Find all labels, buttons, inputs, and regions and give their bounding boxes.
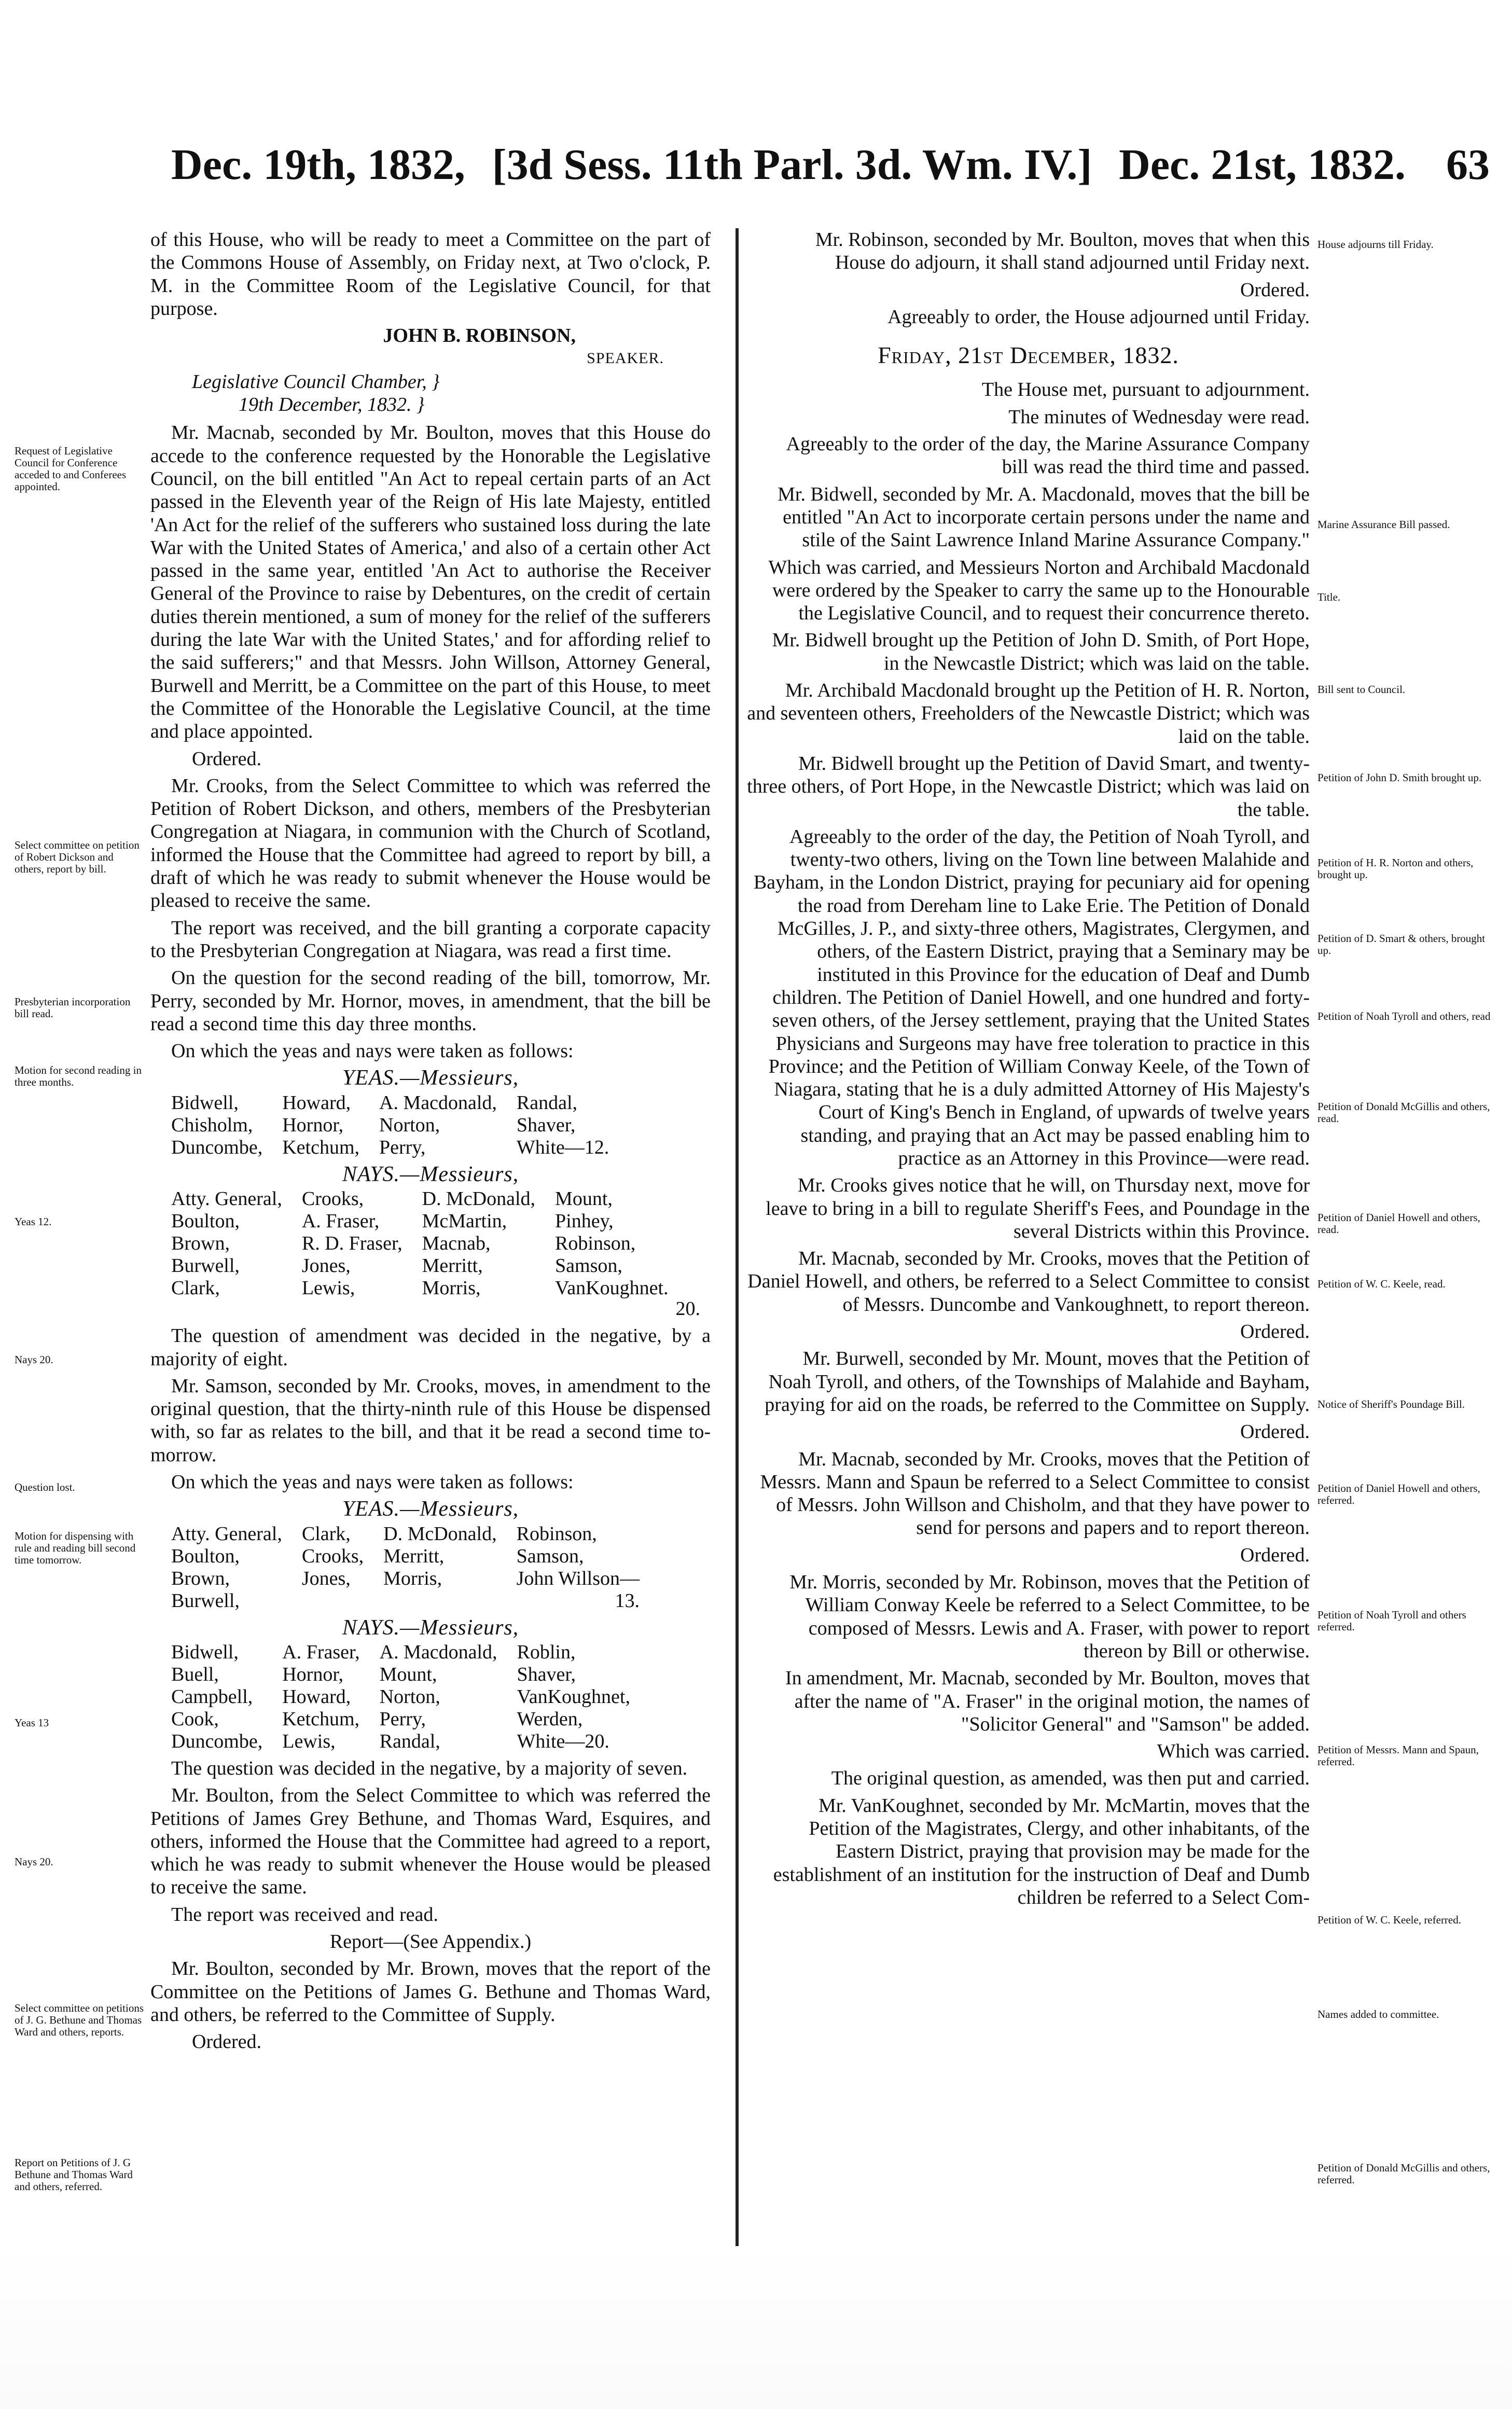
table-row xyxy=(171,1277,688,1299)
paragraph: Mr. Morris, seconded by Mr. Robinson, moves that the Petition of William Conway Keele be referred to a Select Committee, to be composed of Messrs. Lewis and A. Fraser, with power to report thereon by Bill or otherwise. xyxy=(789,1571,1310,1662)
vote-name: Clark, xyxy=(301,1522,351,1545)
vote-name: White—12. xyxy=(516,1136,609,1158)
vote-name: Jones, xyxy=(301,1254,351,1277)
vote-name: Boulton, xyxy=(171,1210,240,1232)
yeas-title: YEAS.—Messieurs, xyxy=(342,1497,519,1521)
vote-name: Crooks, xyxy=(301,1187,364,1210)
vote-name: Samson, xyxy=(516,1545,584,1567)
margin-note: Bill sent to Council. xyxy=(1317,683,1406,696)
day-heading: Friday, 21st December, 1832. xyxy=(878,342,1179,369)
table-row xyxy=(171,1092,629,1114)
paragraph: Mr. Macnab, seconded by Mr. Crooks, moves that the Petition of Messrs. Mann and Spaun be referred to a Select Committee to consist of Messrs. John Willson and Chisholm, and that they have power to send for persons and papers and to report thereon. xyxy=(760,1448,1310,1539)
paragraph: The House met, pursuant to adjournment. xyxy=(981,379,1310,401)
table-row xyxy=(171,1523,659,1545)
paragraph: Mr. Crooks, from the Select Committee to which was referred the Petition of Robert Dickson, and others, members of the Presbyterian Congregation at Niagara, in communion with the Church of Scotland, informed the House that the Committee had agreed to report by bill, a draft of which he was ready to submit whenever the House would be pleased to receive the same. xyxy=(150,774,711,912)
margin-note: Request of Legislative Council for Conference acceded to and Conferees appointed. xyxy=(15,445,127,493)
ordered: Ordered. xyxy=(1240,1544,1310,1566)
report-appendix: Report—(See Appendix.) xyxy=(329,1931,532,1953)
column-divider xyxy=(736,228,739,2251)
ordered: Ordered. xyxy=(1240,279,1310,301)
vote-name: Bidwell, xyxy=(171,1091,239,1114)
paragraph: On the question for the second reading of the bill, tomorrow, Mr. Perry, seconded by Mr. Hornor, moves, in amendment, that the bill be read a second time this day three months. xyxy=(150,967,711,1035)
vote-name: Perry, xyxy=(379,1136,426,1158)
vote-name xyxy=(302,1590,383,1612)
margin-note: Petition of D. Smart & others, brought up. xyxy=(1317,932,1486,957)
margin-note: Title. xyxy=(1317,591,1341,603)
paragraph: Agreeably to the order of the day, the Petition of Noah Tyroll, and twenty-two others, living on the Town line between Malahide and Bayham, in the London District, praying for pecuniary aid for opening the road from Dereham line to Lake Erie. The Petition of Donald McGilles, J. P., and sixty-three others, Magistrates, Clergymen, and others, of the Eastern District, praying that a Seminary may be instituted in this Province for the education of Deaf and Dumb children. The Petition of Daniel Howell, and one hundred and forty-seven others, of the Jersey settlement, praying that the United States Physicians and Surgeons may have free toleration to practice in this Province; and the Petition of William Conway Keele, of the Town of Niagara, stating that he is a duly admitted Attorney of His Majesty's Court of King's Bench in England, of upwards of twelve years standing, and praying that an Act may be passed enabling him to practice as an Attorney in this Province—were read. xyxy=(753,825,1310,1169)
paragraph: Mr. Boulton, seconded by Mr. Brown, moves that the report of the Committee on the Petitions of James G. Bethune and Thomas Ward, and others, be referred to the Committee of Supply. xyxy=(150,1958,711,2026)
paragraph: Mr. Bidwell brought up the Petition of David Smart, and twenty-three others, of Port Hope, in the Newcastle District; which was laid on the table. xyxy=(747,752,1310,821)
yeas-table xyxy=(171,1092,629,1159)
paragraph: Mr. VanKoughnet, seconded by Mr. McMartin, moves that the Petition of the Magistrates, Clergy, and other inhabitants, of the Eastern District, praying that provision may be made for the establishment of an institution for the instruction of Deaf and Dumb children be referred to a Select Com- xyxy=(773,1794,1310,1908)
paragraph: Agreeably to the order of the day, the Marine Assurance Company bill was read the third time and passed. xyxy=(786,433,1310,478)
vote-name: Atty. General, xyxy=(171,1522,282,1545)
vote-name: Robinson, xyxy=(555,1232,636,1254)
vote-name: Samson, xyxy=(555,1254,622,1277)
vote-name: VanKoughnet, xyxy=(517,1685,630,1708)
margin-note: Names added to committee. xyxy=(1317,2008,1439,2020)
vote-name: Hornor, xyxy=(282,1114,343,1136)
margin-note: Petition of Donald McGillis and others, read. xyxy=(1317,1100,1490,1125)
vote-name: McMartin, xyxy=(422,1210,507,1232)
vote-name: R. D. Fraser, xyxy=(301,1232,403,1254)
chamber-line: 19th December, 1832. } xyxy=(239,394,425,416)
vote-name: Brown, xyxy=(171,1567,230,1589)
vote-name: Crooks, xyxy=(301,1545,364,1567)
header-session: [3d Sess. 11th Parl. 3d. Wm. IV.] xyxy=(492,140,1092,189)
paragraph: The question was decided in the negative, by a majority of seven. xyxy=(171,1757,688,1779)
ordered: Ordered. xyxy=(1240,1321,1310,1343)
margin-note: Petition of Noah Tyroll and others referred. xyxy=(1317,1609,1466,1633)
vote-name: White—20. xyxy=(517,1730,609,1752)
vote-name: Merritt, xyxy=(422,1254,483,1277)
vote-name: Werden, xyxy=(517,1708,583,1730)
table-row xyxy=(171,1545,659,1568)
margin-note: Question lost. xyxy=(15,1481,75,1493)
paragraph: Mr. Macnab, seconded by Mr. Crooks, moves that the Petition of Daniel Howell, and others, be referred to a Select Committee to consist of Messrs. Duncombe and Vankoughnett, to report thereon. xyxy=(747,1248,1310,1316)
vote-name: Shaver, xyxy=(517,1663,576,1685)
table-row xyxy=(171,1664,650,1686)
vote-total: 20. xyxy=(675,1297,700,1320)
margin-note: Yeas 12. xyxy=(15,1215,52,1228)
vote-name: Macnab, xyxy=(422,1232,491,1254)
margin-note: Petition of Donald McGillis and others, referred. xyxy=(1317,2162,1490,2186)
paragraph: Mr. Boulton, from the Select Committee to which was referred the Petitions of James Grey Bethune, and Thomas Ward, Esquires, and others, informed the House that the Committee had agreed to a report, which he was ready to submit whenever the House would be pleased to receive the same. xyxy=(150,1784,711,1899)
vote-name: D. McDonald, xyxy=(383,1522,497,1545)
vote-name: Cook, xyxy=(171,1708,219,1730)
table-row xyxy=(171,1255,688,1277)
vote-name: Lewis, xyxy=(282,1730,336,1752)
vote-name: A. Fraser, xyxy=(301,1210,380,1232)
vote-name: Brown, xyxy=(171,1232,230,1254)
table-row xyxy=(171,1590,659,1612)
vote-name: Buell, xyxy=(171,1663,219,1685)
vote-name: A. Fraser, xyxy=(282,1641,360,1663)
vote-name: Mount, xyxy=(555,1187,613,1210)
vote-name: Jones, xyxy=(301,1567,351,1589)
vote-name: Lewis, xyxy=(301,1277,355,1299)
margin-note: Nays 20. xyxy=(15,1353,53,1366)
vote-name: Randal, xyxy=(516,1091,578,1114)
margin-note: Petition of John D. Smith brought up. xyxy=(1317,771,1482,784)
table-row xyxy=(171,1188,688,1210)
vote-name: Pinhey, xyxy=(555,1210,614,1232)
vote-name: Burwell, xyxy=(171,1589,240,1612)
vote-name: Hornor, xyxy=(282,1663,343,1685)
table-row xyxy=(171,1137,629,1159)
vote-name: Burwell, xyxy=(171,1254,240,1277)
margin-note: House adjourns till Friday. xyxy=(1317,238,1434,251)
margin-note: Select committee on petition of Robert Dickson and others, report by bill. xyxy=(15,839,140,875)
margin-note: Petition of Noah Tyroll and others, read xyxy=(1317,1010,1491,1022)
vote-name: Perry, xyxy=(379,1708,426,1730)
vote-name: Robinson, xyxy=(516,1522,597,1545)
paragraph: On which the yeas and nays were taken as follows: xyxy=(171,1471,574,1493)
page-bottom-margin xyxy=(0,2246,1512,2409)
vote-name: Randal, xyxy=(379,1730,440,1752)
nays-table xyxy=(171,1188,688,1299)
paragraph: of this House, who will be ready to meet a Committee on the part of the Commons House of Assembly, on Friday next, at Two o'clock, P. M. in the Committee Room of the Legislative Council, for that purpose. xyxy=(150,229,711,320)
vote-name: John Willson— xyxy=(516,1567,640,1589)
table-row xyxy=(171,1114,629,1137)
vote-name: Boulton, xyxy=(171,1545,240,1567)
header-right-date: Dec. 21st, 1832. xyxy=(1119,140,1406,189)
yeas-table xyxy=(171,1523,659,1612)
vote-name: Atty. General, xyxy=(171,1187,282,1210)
paragraph: The question of amendment was decided in the negative, by a majority of eight. xyxy=(150,1325,711,1370)
paragraph: Agreeably to order, the House adjourned until Friday. xyxy=(887,306,1310,328)
vote-name: A. Macdonald, xyxy=(379,1091,497,1114)
paragraph: Which was carried. xyxy=(1157,1740,1310,1763)
vote-name: Norton, xyxy=(379,1114,440,1136)
table-row xyxy=(171,1708,650,1730)
page-header xyxy=(171,136,1489,193)
vote-name: Clark, xyxy=(171,1277,220,1299)
paragraph: The original question, as amended, was then put and carried. xyxy=(831,1767,1310,1790)
paragraph: Mr. Crooks gives notice that he will, on Thursday next, move for leave to bring in a bill to regulate Sheriff's Fees, and Poundage in the several Districts within this Province. xyxy=(766,1174,1310,1242)
paragraph: On which the yeas and nays were taken as follows: xyxy=(171,1040,574,1062)
vote-name: Shaver, xyxy=(516,1114,576,1136)
margin-note: Select committee on petitions of J. G. Bethune and Thomas Ward and others, reports. xyxy=(15,2002,144,2038)
table-row xyxy=(171,1210,688,1233)
vote-name: Mount, xyxy=(379,1663,437,1685)
vote-name: Roblin, xyxy=(517,1641,576,1663)
vote-name: Duncombe, xyxy=(171,1136,263,1158)
ordered: Ordered. xyxy=(1240,1421,1310,1443)
right-column xyxy=(747,228,1310,1913)
table-row xyxy=(171,1686,650,1708)
ordered: Ordered. xyxy=(192,747,261,770)
margin-note: Petition of Messrs. Mann and Spaun, referred. xyxy=(1317,1743,1479,1768)
paragraph: Mr. Robinson, seconded by Mr. Boulton, moves that when this House do adjourn, it shall stand adjourned until Friday next. xyxy=(815,229,1310,274)
vote-name: Norton, xyxy=(379,1685,440,1708)
left-column xyxy=(150,228,711,2058)
chamber-line: Legislative Council Chamber, } xyxy=(192,370,440,393)
header-left-date: Dec. 19th, 1832, xyxy=(171,140,465,189)
margin-note: Presbyterian incorporation bill read. xyxy=(15,995,131,1020)
vote-name: 13. xyxy=(615,1589,640,1612)
table-row xyxy=(171,1730,650,1753)
vote-name: Merritt, xyxy=(383,1545,445,1567)
paragraph: Mr. Macnab, seconded by Mr. Boulton, moves that this House do accede to the conference requested by the Honorable the Legislative Council, on the bill entitled "An Act to repeal certain parts of an Act passed in the Eleventh year of the Reign of His late Majesty, entitled 'An Act for the relief of the sufferers who sustained loss during the late War with the United States of America,' and also of a certain other Act passed in the same year, entitled 'An Act to authorise the Receiver General of the Province to raise by Debentures, on the credit of certain duties therein mentioned, a sum of money for the relief of the sufferers during the late War with the United States,' and for affording relief to the said sufferers;" and that Messrs. John Willson, Attorney General, Burwell and Merritt, be a Committee on the part of this House, to meet the Committee of the Honorable the Legislative Council, at the time and place appointed. xyxy=(150,422,711,743)
margin-note: Petition of W. C. Keele, read. xyxy=(1317,1278,1446,1290)
margin-note: Motion for dispensing with rule and reading bill second time tomorrow. xyxy=(15,1530,136,1566)
paragraph: Which was carried, and Messieurs Norton and Archibald Macdonald were ordered by the Speaker to carry the same up to the Honourable the Legislative Council, and to request their concurrence thereto. xyxy=(768,556,1310,625)
vote-name: Ketchum, xyxy=(282,1136,360,1158)
page-number: 63 xyxy=(1446,140,1490,189)
margin-note: Motion for second reading in three months. xyxy=(15,1064,142,1088)
vote-name: Ketchum, xyxy=(282,1708,360,1730)
vote-name: Chisholm, xyxy=(171,1114,253,1136)
ordered: Ordered. xyxy=(192,2031,261,2053)
paragraph: Mr. Burwell, seconded by Mr. Mount, moves that the Petition of Noah Tyroll, and others, of the Townships of Malahide and Bayham, praying for aid on the roads, be referred to the Committee on Supply. xyxy=(765,1348,1310,1416)
vote-name: Duncombe, xyxy=(171,1730,263,1752)
paragraph: Mr. Archibald Macdonald brought up the Petition of H. R. Norton, and seventeen others, Freeholders of the Newcastle District; which was laid on the table. xyxy=(747,680,1310,747)
vote-name: Bidwell, xyxy=(171,1641,239,1663)
margin-note: Petition of Daniel Howell and others, read. xyxy=(1317,1211,1480,1236)
table-row xyxy=(171,1233,688,1255)
yeas-title: YEAS.—Messieurs, xyxy=(342,1066,519,1090)
margin-note: Petition of Daniel Howell and others, referred. xyxy=(1317,1482,1480,1506)
signature-name: JOHN B. ROBINSON, xyxy=(383,325,576,347)
paragraph: Mr. Bidwell, seconded by Mr. A. Macdonald, moves that the bill be entitled "An Act to incorporate certain persons under the name and stile of the Saint Lawrence Inland Marine Assurance Company." xyxy=(778,483,1310,551)
margin-note: Report on Petitions of J. G Bethune and Thomas Ward and others, referred. xyxy=(15,2156,133,2193)
vote-name xyxy=(383,1590,516,1612)
nays-title: NAYS.—Messieurs, xyxy=(342,1615,519,1640)
paragraph: In amendment, Mr. Macnab, seconded by Mr. Boulton, moves that after the name of "A. Fraser" in the original motion, the names of "Solicitor General" and "Samson" be added. xyxy=(785,1667,1310,1735)
margin-note: Petition of W. C. Keele, referred. xyxy=(1317,1914,1461,1926)
vote-name: D. McDonald, xyxy=(422,1187,536,1210)
paragraph: The report was received and read. xyxy=(171,1903,438,1926)
paragraph: Mr. Bidwell brought up the Petition of John D. Smith, of Port Hope, in the Newcastle District; which was laid on the table. xyxy=(772,629,1310,674)
paragraph: Mr. Samson, seconded by Mr. Crooks, moves, in amendment to the original question, that the thirty-ninth rule of this House be dispensed with, so far as relates to the bill, and that it be read a second time to-morrow. xyxy=(150,1375,711,1466)
nays-table xyxy=(171,1641,650,1753)
table-row xyxy=(171,1568,659,1590)
vote-name: Morris, xyxy=(383,1567,442,1589)
paragraph: The minutes of Wednesday were read. xyxy=(1008,406,1310,428)
margin-note: Notice of Sheriff's Poundage Bill. xyxy=(1317,1398,1465,1410)
nays-title: NAYS.—Messieurs, xyxy=(342,1162,519,1186)
paragraph: The report was received, and the bill granting a corporate capacity to the Presbyterian Congregation at Niagara, was read a first time. xyxy=(150,917,711,962)
vote-name: Howard, xyxy=(282,1685,351,1708)
vote-name: Campbell, xyxy=(171,1685,253,1708)
vote-name: Morris, xyxy=(422,1277,481,1299)
margin-note: Yeas 13 xyxy=(15,1716,49,1729)
signature-title: SPEAKER. xyxy=(587,350,664,367)
margin-note: Nays 20. xyxy=(15,1856,53,1868)
vote-name: VanKoughnet. xyxy=(555,1277,669,1299)
margin-note: Petition of H. R. Norton and others, brought up. xyxy=(1317,856,1474,881)
table-row xyxy=(171,1641,650,1664)
vote-name: A. Macdonald, xyxy=(379,1641,497,1663)
vote-name: Howard, xyxy=(282,1091,351,1114)
margin-note: Marine Assurance Bill passed. xyxy=(1317,518,1450,531)
